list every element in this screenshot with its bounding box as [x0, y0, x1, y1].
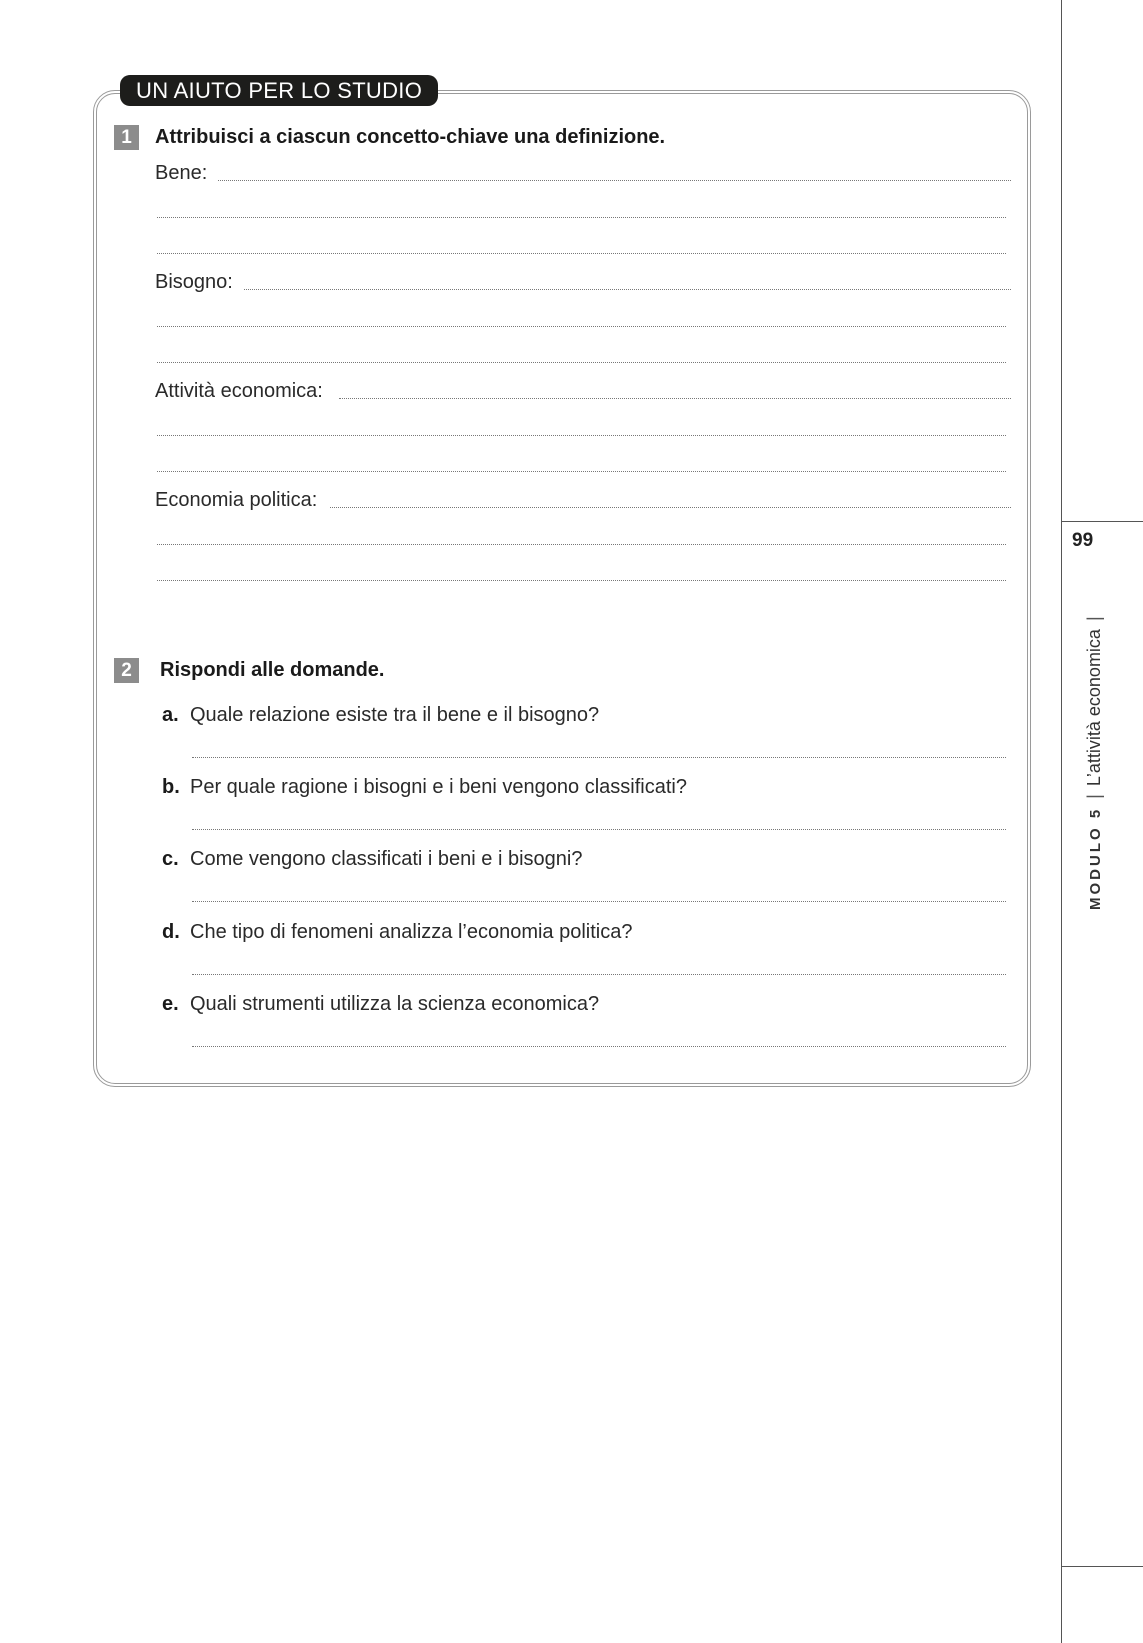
question-text: Quale relazione esiste tra il bene e il bisogno?: [190, 704, 600, 726]
question-text: Per quale ragione i bisogni e i beni vengono classificati?: [190, 776, 687, 798]
running-head-separator: |: [1084, 794, 1104, 799]
question-text: Come vengono classificati i beni e i bisogni?: [190, 848, 583, 870]
term-economia-politica: Economia politica:: [155, 489, 318, 511]
answer-line[interactable]: [157, 217, 1006, 218]
answer-line[interactable]: [244, 289, 1011, 290]
exercise-1-number: 1: [114, 125, 139, 150]
answer-line[interactable]: [157, 435, 1006, 436]
running-head-trailing-separator: |: [1084, 616, 1104, 622]
question-letter: c.: [162, 848, 179, 870]
chapter-title: L’attività economica: [1084, 629, 1104, 787]
question-text: Che tipo di fenomeni analizza l’economia politica?: [190, 921, 633, 943]
question-letter: a.: [162, 704, 179, 726]
question-letter: e.: [162, 993, 179, 1015]
answer-line[interactable]: [157, 326, 1006, 327]
term-attivita-economica: Attività economica:: [155, 380, 323, 402]
term-bisogno: Bisogno:: [155, 271, 233, 293]
answer-line[interactable]: [192, 901, 1006, 902]
answer-line[interactable]: [157, 471, 1006, 472]
question-letter: d.: [162, 921, 180, 943]
page-number: 99: [1072, 530, 1094, 551]
margin-rule-top: [1061, 521, 1143, 522]
exercise-1-instruction: Attribuisci a ciascun concetto-chiave una definizione.: [155, 126, 666, 148]
answer-line[interactable]: [157, 580, 1006, 581]
question-text: Quali strumenti utilizza la scienza economica?: [190, 993, 600, 1015]
answer-line[interactable]: [157, 253, 1006, 254]
exercise-2-number: 2: [114, 658, 139, 683]
answer-line[interactable]: [192, 829, 1006, 830]
answer-line[interactable]: [157, 544, 1006, 545]
answer-line[interactable]: [192, 1046, 1006, 1047]
answer-line[interactable]: [192, 974, 1006, 975]
section-label: UN AIUTO PER LO STUDIO: [120, 75, 438, 106]
answer-line[interactable]: [218, 180, 1011, 181]
question-letter: b.: [162, 776, 180, 798]
module-label: MODULO 5: [1087, 806, 1104, 910]
answer-line[interactable]: [157, 362, 1006, 363]
exercise-2-instruction: Rispondi alle domande.: [160, 659, 385, 681]
running-head: [1084, 608, 1105, 910]
answer-line[interactable]: [192, 757, 1006, 758]
term-bene: Bene:: [155, 162, 208, 184]
margin-rule: [1061, 0, 1062, 1643]
answer-line[interactable]: [330, 507, 1011, 508]
margin-rule-bottom: [1061, 1566, 1143, 1567]
answer-line[interactable]: [339, 398, 1011, 399]
